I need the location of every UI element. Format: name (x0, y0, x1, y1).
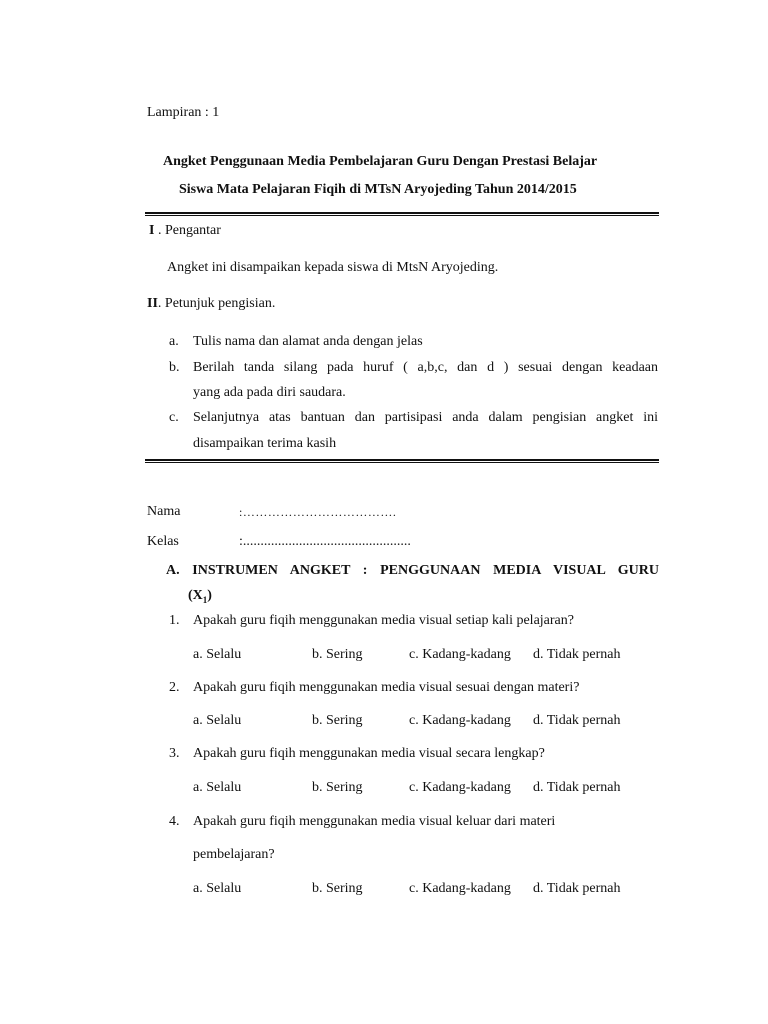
kelas-field[interactable]: :................................................ (239, 534, 411, 549)
kelas-label: Kelas (147, 534, 179, 549)
question-text-continued: pembelajaran? (193, 847, 275, 862)
nama-label: Nama (147, 504, 181, 519)
list-item (169, 409, 658, 427)
variable-close: ) (207, 588, 212, 603)
list-marker: a. (169, 334, 179, 349)
section-1-number: I (149, 223, 155, 238)
list-marker: c. (169, 410, 179, 425)
section-2-title: . Petunjuk pengisian. (157, 296, 276, 311)
option-d[interactable]: d. Tidak pernah (533, 881, 621, 896)
option-d[interactable]: d. Tidak pernah (533, 780, 621, 795)
option-a[interactable]: a. Selalu (193, 881, 242, 896)
list-text: Tulis nama dan alamat anda dengan jelas (193, 334, 423, 349)
question-number: 4. (169, 814, 180, 829)
option-a[interactable]: a. Selalu (193, 780, 242, 795)
question-3 (169, 745, 545, 763)
option-c[interactable]: c. Kadang-kadang (409, 780, 511, 795)
section-1-title: . Pengantar (154, 223, 221, 238)
option-c[interactable]: c. Kadang-kadang (409, 647, 511, 662)
top-double-rule (145, 212, 659, 216)
option-b[interactable]: b. Sering (312, 713, 363, 728)
nama-field[interactable]: :………………………………. (239, 505, 397, 519)
question-number: 2. (169, 680, 180, 695)
list-text-continued: disampaikan terima kasih (193, 436, 337, 451)
question-4 (169, 813, 555, 831)
list-item (169, 333, 423, 351)
option-c[interactable]: c. Kadang-kadang (409, 881, 511, 896)
question-text: Apakah guru fiqih menggunakan media visual sesuai dengan materi? (193, 680, 580, 695)
option-d[interactable]: d. Tidak pernah (533, 713, 621, 728)
option-d[interactable]: d. Tidak pernah (533, 647, 621, 662)
title-line-2: Siswa Mata Pelajaran Fiqih di MTsN Aryojeding Tahun 2014/2015 (179, 182, 577, 197)
section-1-heading (149, 222, 221, 240)
section-1-body: Angket ini disampaikan kepada siswa di MtsN Aryojeding. (167, 260, 499, 275)
question-number: 1. (169, 613, 180, 628)
section-2-number: II (147, 296, 158, 311)
title-line-1: Angket Penggunaan Media Pembelajaran Guru Dengan Prestasi Belajar (163, 154, 598, 169)
list-text-continued: yang ada pada diri saudara. (193, 385, 346, 400)
variable-subscript: 1 (202, 594, 208, 605)
question-text: Apakah guru fiqih menggunakan media visual setiap kali pelajaran? (193, 613, 574, 628)
option-b[interactable]: b. Sering (312, 881, 363, 896)
list-text: Berilah tanda silang pada huruf ( a,b,c, dan d ) sesuai dengan keadaan (193, 360, 658, 375)
option-b[interactable]: b. Sering (312, 780, 363, 795)
question-2 (169, 679, 579, 697)
question-text: Apakah guru fiqih menggunakan media visual keluar dari materi (193, 814, 556, 829)
option-a[interactable]: a. Selalu (193, 647, 242, 662)
list-item (169, 359, 658, 377)
section-2-heading (147, 295, 275, 313)
lampiran-label: Lampiran : 1 (147, 105, 220, 120)
instrument-variable (188, 587, 212, 609)
instrument-heading-line: A. INSTRUMEN ANGKET : PENGGUNAAN MEDIA VISUAL GURU (166, 563, 659, 578)
option-b[interactable]: b. Sering (312, 647, 363, 662)
instrument-heading (166, 562, 659, 580)
option-a[interactable]: a. Selalu (193, 713, 242, 728)
list-marker: b. (169, 360, 180, 375)
bottom-double-rule (145, 459, 659, 463)
variable-x: (X (188, 588, 203, 603)
option-c[interactable]: c. Kadang-kadang (409, 713, 511, 728)
question-text: Apakah guru fiqih menggunakan media visual secara lengkap? (193, 746, 545, 761)
list-text: Selanjutnya atas bantuan dan partisipasi anda dalam pengisian angket ini (193, 410, 658, 425)
question-number: 3. (169, 746, 180, 761)
question-1 (169, 612, 574, 630)
